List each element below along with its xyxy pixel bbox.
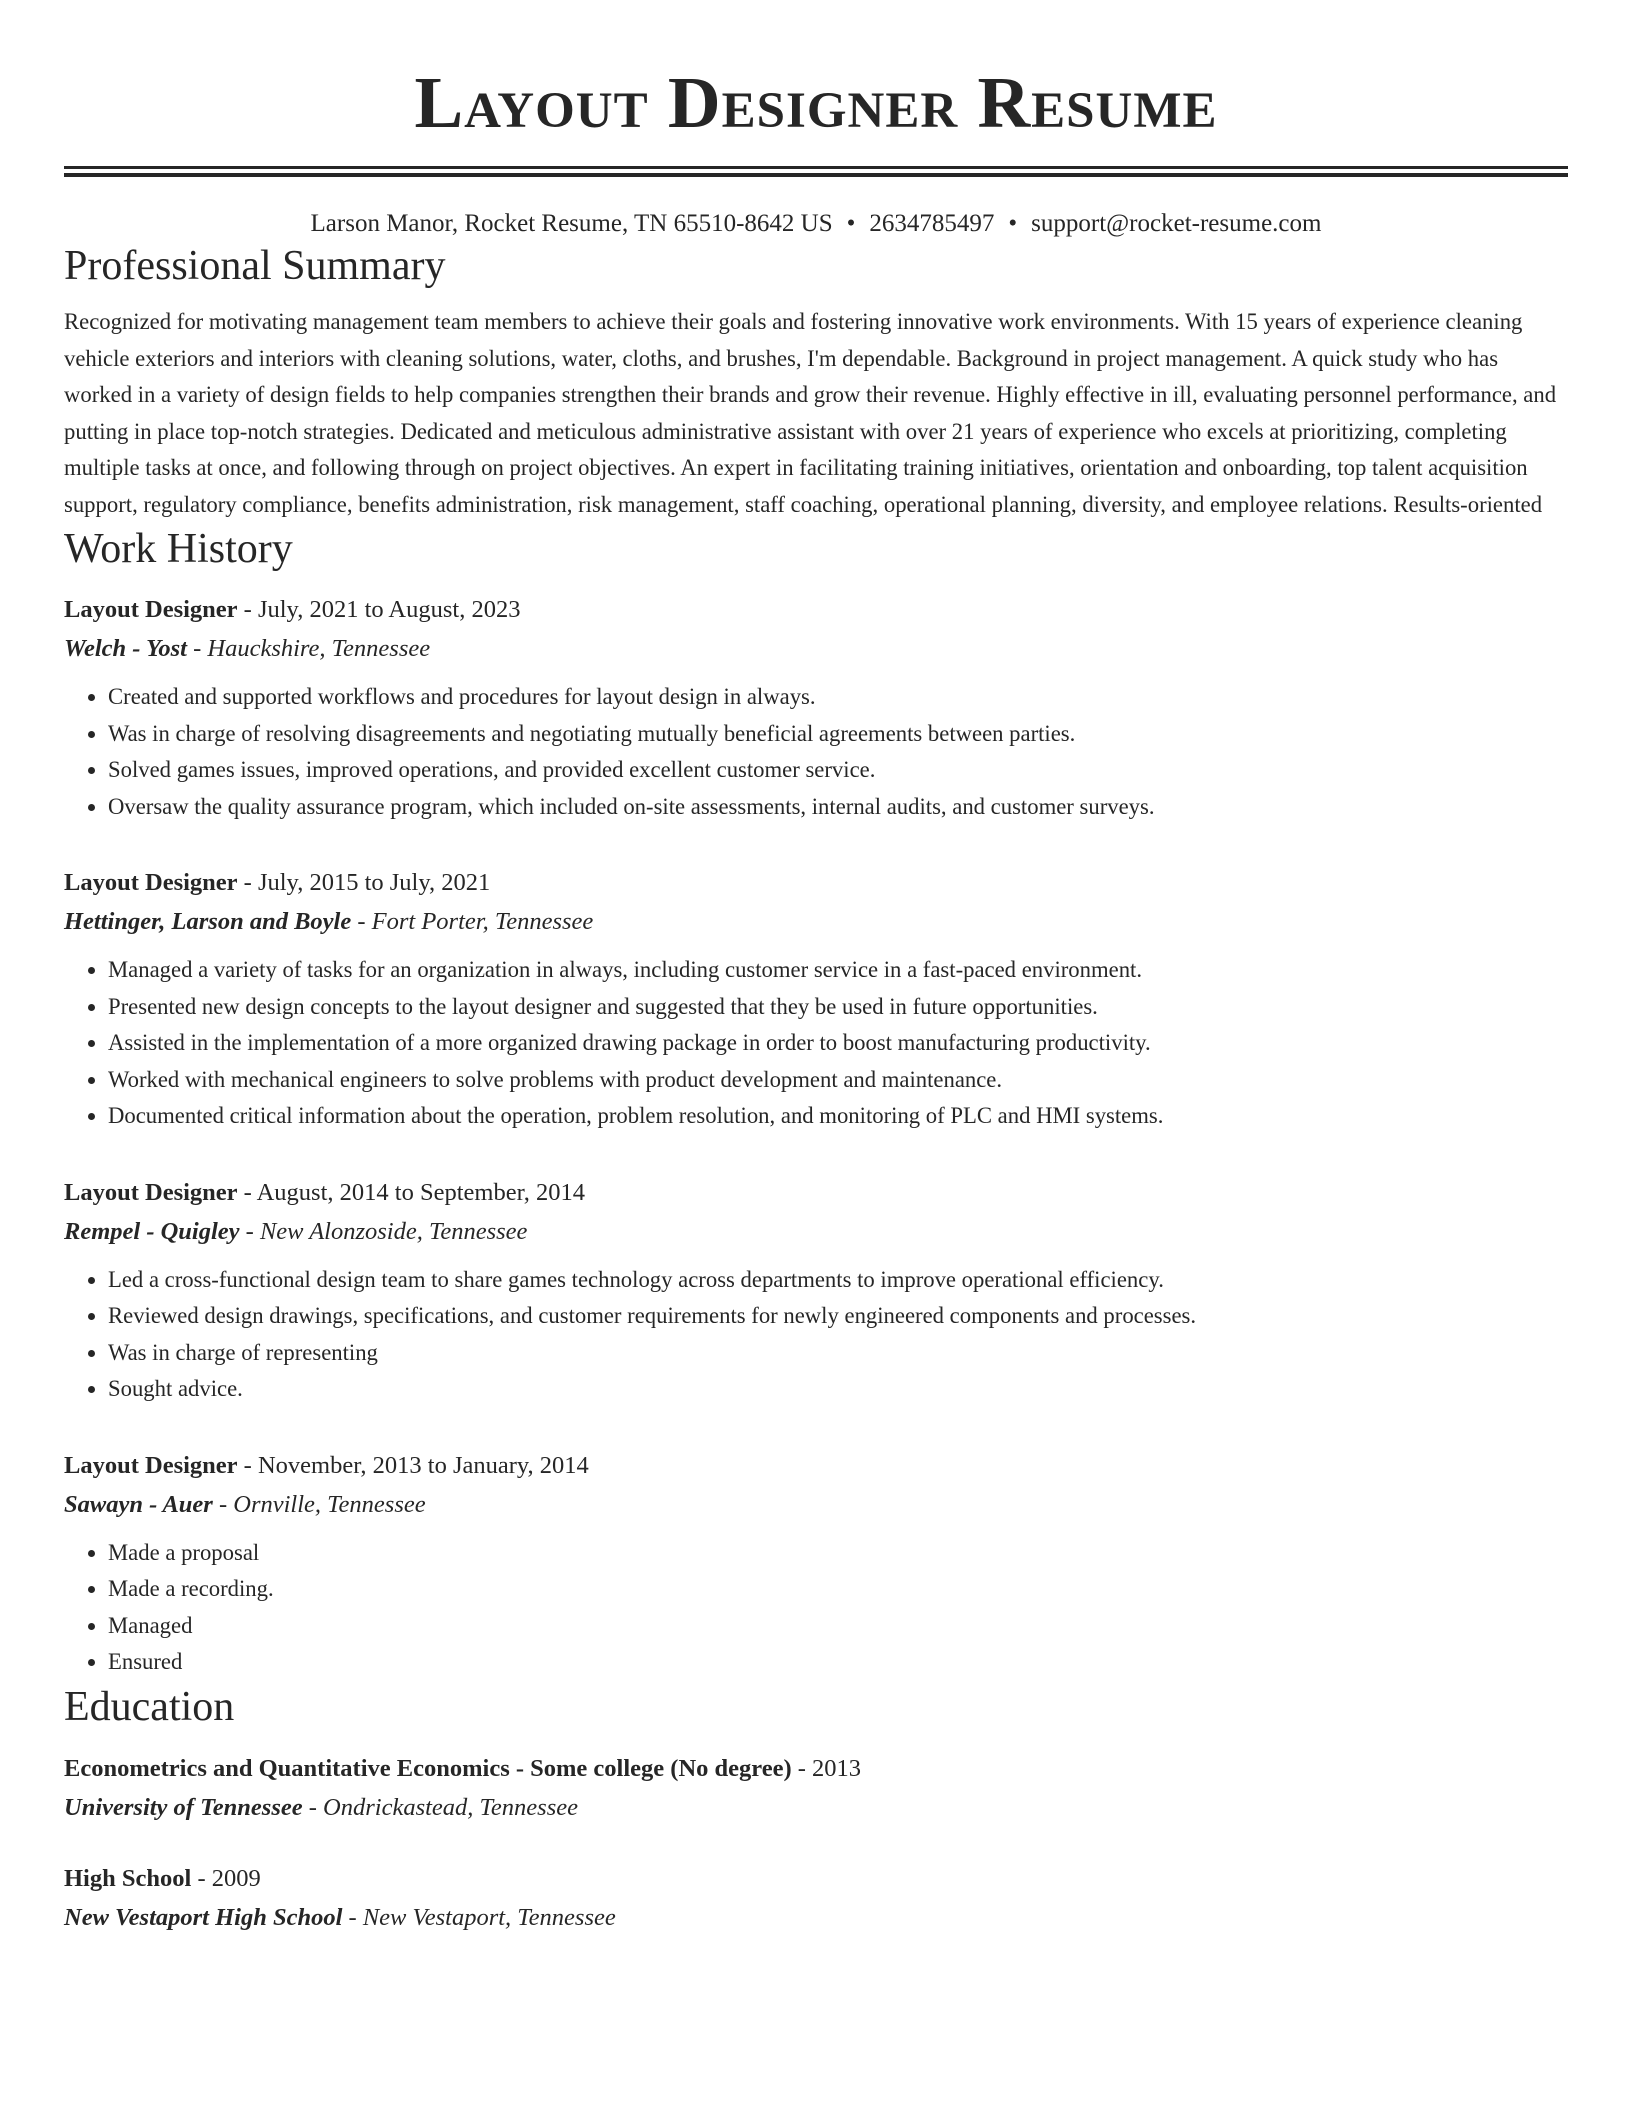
education-school: University of Tennessee	[64, 1793, 303, 1821]
job-duty: • Reviewed design drawings, specifications, and customer requirements for newly engineered components and processes.	[108, 1298, 1568, 1335]
job-location: Ornville, Tennessee	[233, 1490, 426, 1518]
job-duties-list	[64, 1535, 1568, 1681]
education-institution	[64, 1788, 1568, 1827]
job-header	[64, 863, 1568, 902]
education-section	[64, 1681, 1568, 1937]
title-double-rule	[64, 166, 1568, 177]
job-entry	[64, 1446, 1568, 1681]
education-header	[64, 1749, 1568, 1788]
summary-section	[64, 240, 1568, 523]
field-separator: -	[302, 1793, 324, 1821]
education-location: New Vestaport, Tennessee	[362, 1903, 616, 1931]
job-employer	[64, 629, 1568, 668]
job-duty: • Documented critical information about the operation, problem resolution, and monitoring of PLC and HMI systems.	[108, 1098, 1568, 1135]
job-duty: • Solved games issues, improved operations, and provided excellent customer service.	[108, 752, 1568, 789]
contact-separator: •	[1008, 210, 1018, 237]
job-duty: • Oversaw the quality assurance program, which included on-site assessments, internal audits, and customer surveys.	[108, 789, 1568, 826]
job-company: Sawayn - Auer	[64, 1490, 213, 1518]
job-employer	[64, 902, 1568, 941]
job-duty: • Was in charge of resolving disagreements and negotiating mutually beneficial agreements between parties.	[108, 716, 1568, 753]
contact-email: support@rocket-resume.com	[1031, 210, 1322, 237]
job-duty: • Ensured	[108, 1644, 1568, 1681]
education-location: Ondrickastead, Tennessee	[323, 1793, 578, 1821]
job-duty: • Created and supported workflows and procedures for layout design in always.	[108, 679, 1568, 716]
education-institution	[64, 1898, 1568, 1937]
job-title: Layout Designer	[64, 1451, 238, 1479]
job-duties-list	[64, 1262, 1568, 1408]
education-school: New Vestaport High School	[64, 1903, 343, 1931]
work-history-heading: Work History	[64, 526, 293, 572]
field-separator: -	[237, 596, 258, 623]
summary-heading: Professional Summary	[64, 243, 446, 289]
job-header	[64, 1446, 1568, 1485]
job-location: New Alonzoside, Tennessee	[259, 1217, 528, 1245]
summary-text: Recognized for motivating management team members to achieve their goals and fostering innovative work environments. With 15 years of experience cleaning vehicle exteriors and interiors with cleaning solutions, water, cloths, and brushes, I'm dependable. Background in project management. A quick study who has worked in a variety of design fields to help companies strengthen their brands and grow their revenue. Highly effective in ill, evaluating personnel performance, and putting in place top-notch strategies. Dedicated and meticulous administrative assistant with over 21 years of experience who excels at prioritizing, completing multiple tasks at once, and following through on project objectives. An expert in facilitating training initiatives, orientation and onboarding, top talent acquisition support, regulatory compliance, benefits administration, risk management, staff coaching, operational planning, diversity, and employee relations. Results-oriented	[64, 309, 1557, 517]
job-duties-list	[64, 679, 1568, 825]
field-separator: -	[237, 869, 258, 896]
job-title: Layout Designer	[64, 1178, 238, 1206]
resume-title: Layout Designer Resume	[414, 62, 1218, 143]
job-duty: • Assisted in the implementation of a more organized drawing package in order to boost manufacturing productivity.	[108, 1025, 1568, 1062]
job-location: Fort Porter, Tennessee	[371, 908, 594, 935]
job-duty: • Sought advice.	[108, 1371, 1568, 1408]
contact-address: Larson Manor, Rocket Resume, TN 65510-8642 US	[310, 210, 833, 237]
job-employer	[64, 1212, 1568, 1251]
job-duty: • Made a recording.	[108, 1571, 1568, 1608]
field-separator: -	[239, 1217, 260, 1245]
work-history-section	[64, 523, 1568, 1681]
job-duty: • Managed	[108, 1608, 1568, 1645]
job-duty: • Presented new design concepts to the layout designer and suggested that they be used in future opportunities.	[108, 989, 1568, 1026]
job-duties-list	[64, 952, 1568, 1135]
job-title: Layout Designer	[64, 596, 238, 623]
field-separator: -	[791, 1754, 813, 1782]
field-separator: -	[237, 1178, 257, 1206]
job-entry	[64, 590, 1568, 825]
job-duty: • Made a proposal	[108, 1535, 1568, 1572]
field-separator: -	[212, 1490, 234, 1518]
education-entry	[64, 1859, 1568, 1937]
job-header	[64, 590, 1568, 629]
job-duty: • Was in charge of representing	[108, 1335, 1568, 1372]
education-heading: Education	[64, 1683, 235, 1730]
field-separator: -	[342, 1903, 363, 1931]
education-year: 2009	[211, 1864, 261, 1892]
job-employer	[64, 1485, 1568, 1524]
contact-separator: •	[846, 210, 856, 237]
field-separator: -	[186, 635, 208, 662]
job-duty: • Worked with mechanical engineers to solve problems with product development and maintenance.	[108, 1062, 1568, 1099]
education-entry	[64, 1749, 1568, 1827]
contact-phone: 2634785497	[869, 210, 995, 237]
job-dates: November, 2013 to January, 2014	[257, 1451, 589, 1479]
contact-line	[64, 208, 1568, 240]
job-dates: July, 2015 to July, 2021	[257, 869, 491, 896]
job-title: Layout Designer	[64, 869, 238, 896]
job-company: Rempel - Quigley	[64, 1217, 240, 1245]
job-company: Welch - Yost	[64, 635, 187, 662]
job-company: Hettinger, Larson and Boyle	[64, 908, 352, 935]
job-entry	[64, 1173, 1568, 1408]
job-location: Hauckshire, Tennessee	[207, 635, 431, 662]
job-duty: • Led a cross-functional design team to share games technology across departments to improve operational efficiency.	[108, 1262, 1568, 1299]
field-separator: -	[237, 1451, 258, 1479]
education-year: 2013	[812, 1754, 862, 1782]
job-header	[64, 1173, 1568, 1212]
education-degree: High School	[64, 1864, 192, 1892]
field-separator: -	[351, 908, 372, 935]
education-header	[64, 1859, 1568, 1898]
job-dates: July, 2021 to August, 2023	[257, 596, 521, 623]
job-duty: • Managed a variety of tasks for an organization in always, including customer service in a fast-paced environment.	[108, 952, 1568, 989]
job-entry	[64, 863, 1568, 1135]
education-degree: Econometrics and Quantitative Economics - Some college (No degree)	[64, 1754, 792, 1782]
job-dates: August, 2014 to September, 2014	[256, 1178, 585, 1206]
field-separator: -	[191, 1864, 212, 1892]
